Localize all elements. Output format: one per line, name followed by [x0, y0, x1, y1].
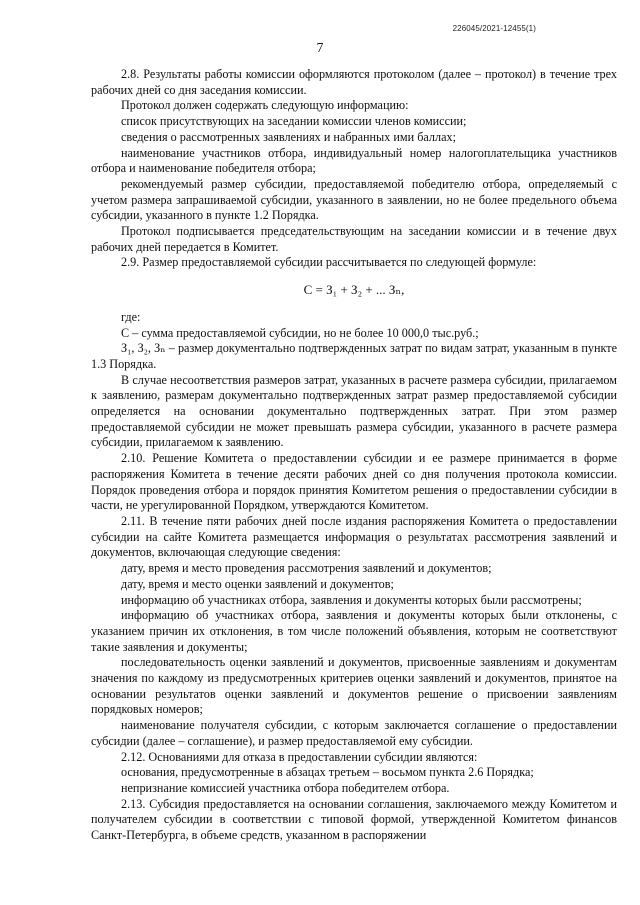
- subsidy-formula: С = З₁ + З₂ + ... Зₙ,: [303, 282, 405, 298]
- list-item: наименование участников отбора, индивидуальный номер налогоплательщика участников отбора и наименование победителя отбора;: [91, 145, 617, 176]
- definition-c: С – сумма предоставляемой субсидии, но не более 10 000,0 тыс.руб.;: [121, 325, 479, 340]
- document-id: 226045/2021-12455(1): [452, 24, 536, 33]
- list-item: дату, время и место проведения рассмотрения заявлений и документов;: [121, 561, 492, 576]
- list-item: наименование получателя субсидии, с которым заключается соглашение о предоставлении субсидии (далее – соглашение), и размер предоставляемой ему субсидии.: [91, 718, 617, 748]
- list-item: основания, предусмотренные в абзацах третьем – восьмом пункта 2.6 Порядка;: [121, 765, 534, 780]
- page-number: 7: [316, 40, 324, 55]
- paragraph-2-8: 2.8. Результаты работы комиссии оформляются протоколом (далее – протокол) в течение трех рабочих дней со дня заседания комиссии.: [91, 67, 617, 97]
- list-item: рекомендуемый размер субсидии, предоставляемой победителю отбора, определяемый с учетом размера запрашиваемой субсидии, указанного в заявлении, но не более предельного объема субсидии, указанного в пункте 1.2 Порядка.: [91, 176, 617, 223]
- document-body: [91, 67, 617, 844]
- paragraph-mismatch: В случае несоответствия размеров затрат, указанных в расчете размера субсидии, прилагаемом к заявлению, размерам документально подтвержденных затрат размер предоставляемой субсидии определяется на основании документально подтвержденных затрат. При этом размер предоставляемой субсидии не может превышать размера субсидии, указанного в расчете размера субсидии, прилагаемом к заявлению.: [91, 372, 617, 450]
- list-item: информацию об участниках отбора, заявления и документы которых были рассмотрены;: [121, 592, 582, 607]
- paragraph-protocol-contents: Протокол должен содержать следующую информацию:: [121, 98, 409, 113]
- paragraph-protocol-signing: Протокол подписывается председательствующим на заседании комиссии и в течение двух рабочих дней передается в Комитет.: [91, 224, 617, 254]
- paragraph-2-9: 2.9. Размер предоставляемой субсидии рассчитывается по следующей формуле:: [121, 255, 537, 270]
- paragraph-2-11: 2.11. В течение пяти рабочих дней после издания распоряжения Комитета о предоставлении субсидии на сайте Комитета размещается информация о результатах рассмотрения заявлений и документов, включающая следующие сведения:: [91, 513, 617, 560]
- list-item: непризнание комиссией участника отбора победителем отбора.: [121, 780, 450, 795]
- list-item: список присутствующих на заседании комиссии членов комиссии;: [121, 114, 467, 129]
- list-item: информацию об участниках отбора, заявления и документы которых были отклонены, с указанием причин их отклонения, в том числе положений объявления, которым не соответствуют такие заявления и документы;: [91, 608, 617, 654]
- definition-z: З₁, З₂, Зₙ – размер документально подтвержденных затрат по видам затрат, указанным в пункте 1.3 Порядка.: [91, 341, 617, 371]
- list-item: дату, время и место оценки заявлений и документов;: [121, 576, 394, 591]
- paragraph-2-10: 2.10. Решение Комитета о предоставлении субсидии и ее размере принимается в форме распоряжения Комитета в течение десяти рабочих дней со дня получения протокола комиссии. Порядок проведения отбора и порядок принятия Комитетом решения о предоставлении субсидии в части, не урегулированной Порядком, утверждаются Комитетом.: [91, 451, 617, 513]
- paragraph-2-12: 2.12. Основаниями для отказа в предоставлении субсидии являются:: [121, 749, 478, 764]
- paragraph-2-13: 2.13. Субсидия предоставляется на основании соглашения, заключаемого между Комитетом и получателем субсидии в соответствии с типовой формой, утвержденной Комитетом финансов Санкт-Петербурга, в объеме средств, указанном в распоряжении: [91, 796, 617, 843]
- list-item: сведения о рассмотренных заявлениях и набранных ими баллах;: [121, 129, 456, 144]
- paragraph-where: где:: [121, 309, 141, 324]
- list-item: последовательность оценки заявлений и документов, присвоенные заявлениям и документам значения по каждому из предусмотренных критериев оценки заявлений и документов, принятое на основании результатов оценки заявлений и документов решение о присвоении заявлениям порядковых номеров;: [91, 655, 617, 717]
